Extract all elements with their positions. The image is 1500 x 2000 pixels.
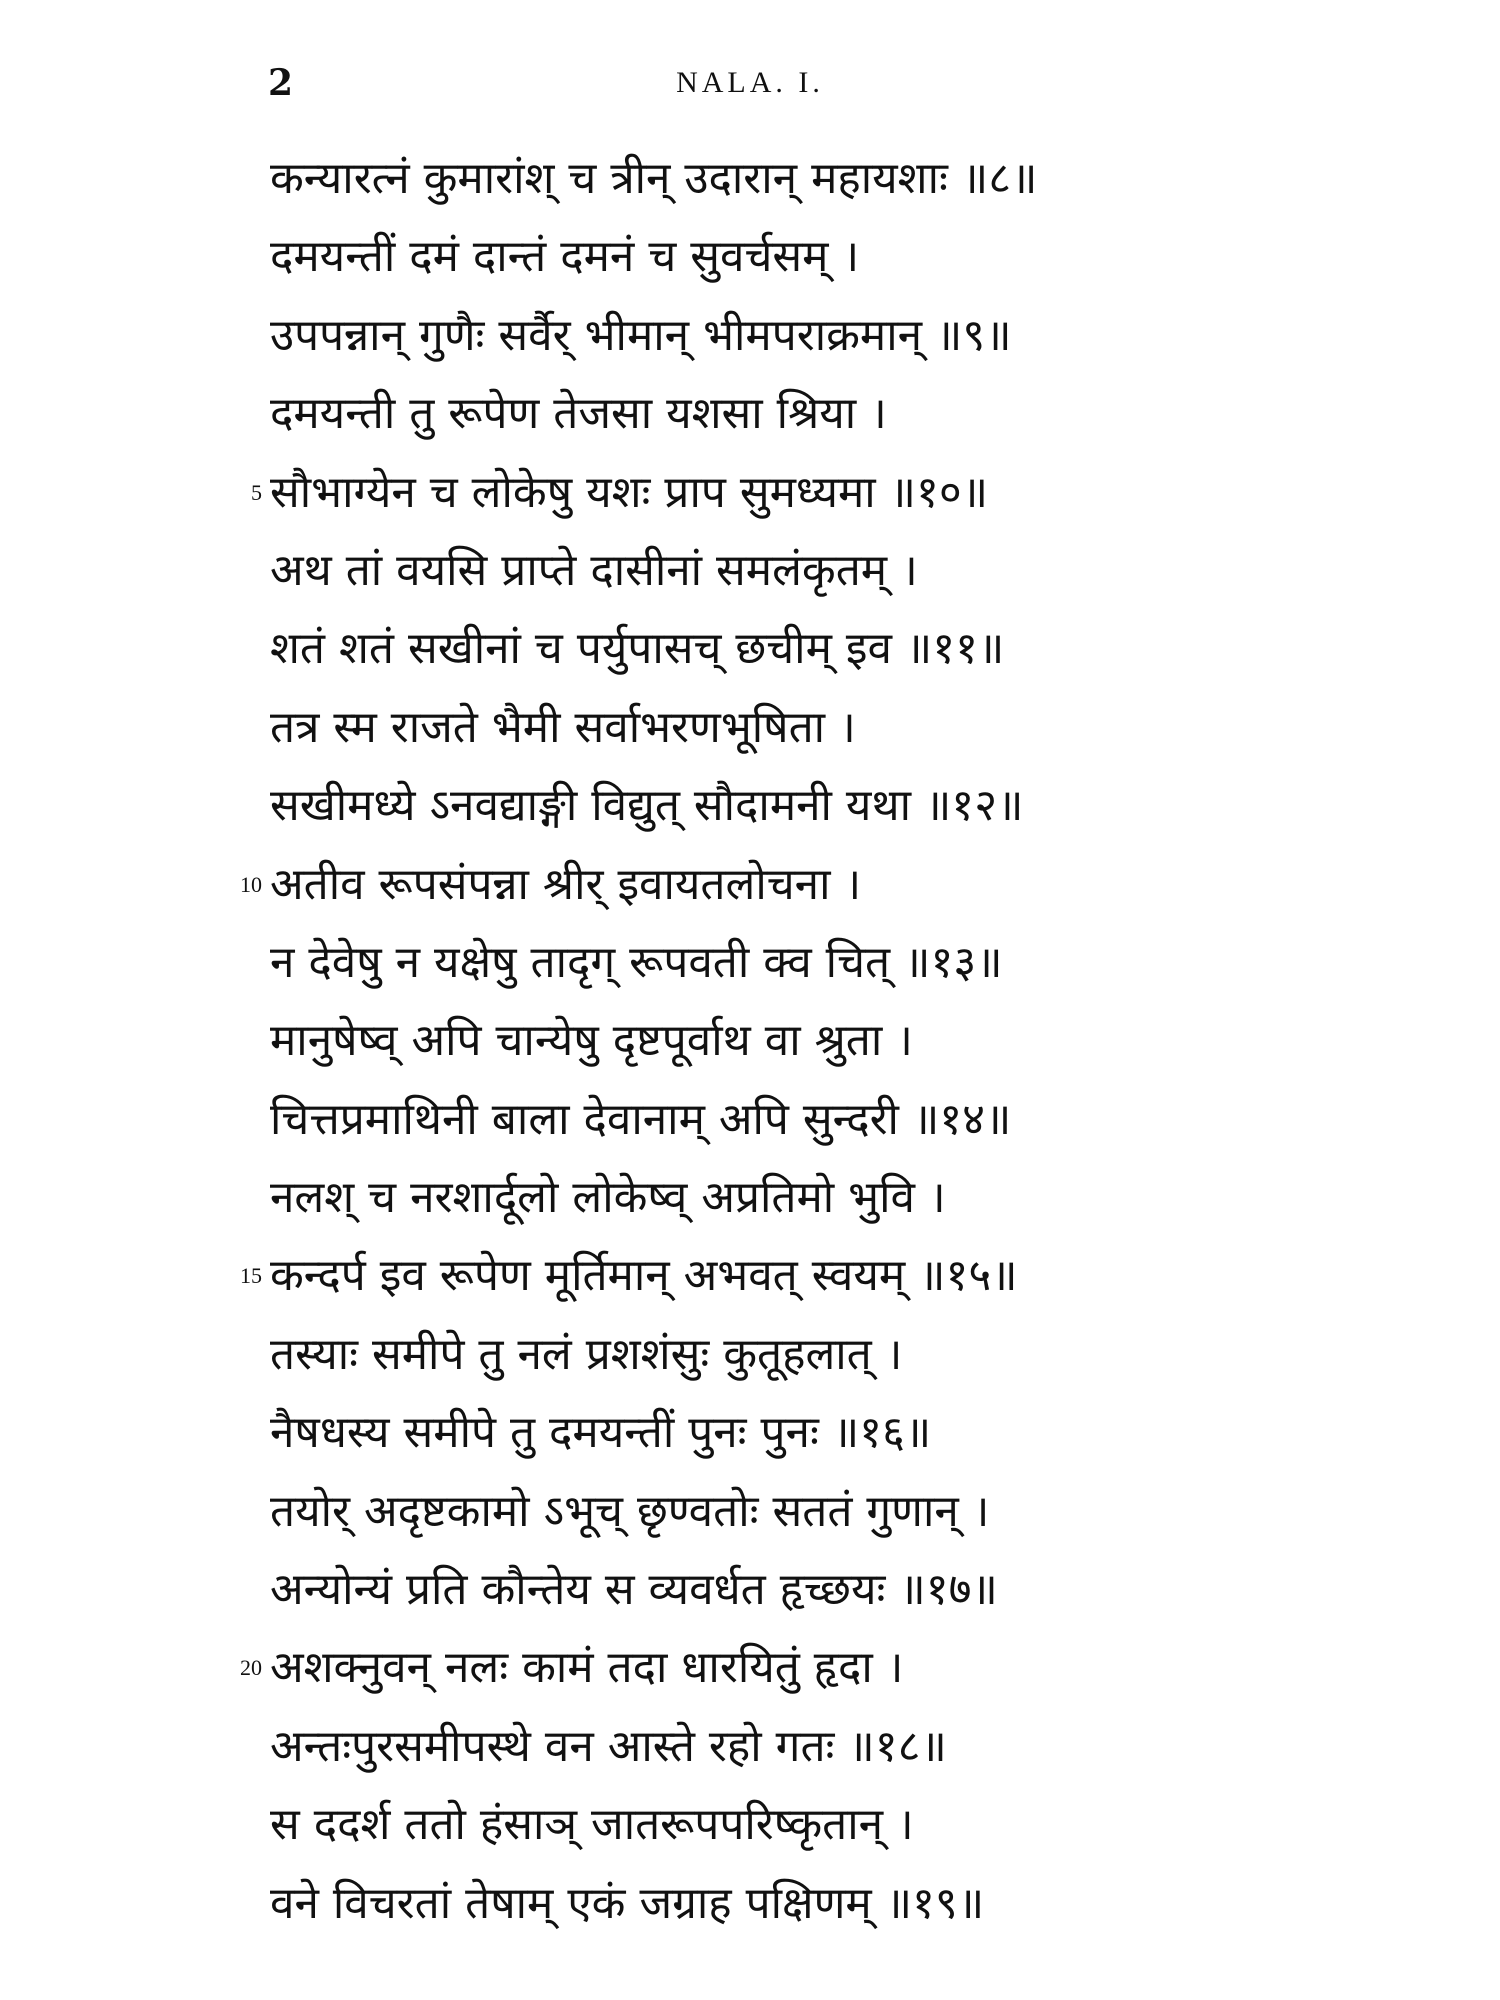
verse-text: सखीमध्ये ऽनवद्याङ्गी विद्युत् सौदामनी यथा ॥१२॥ [270, 780, 1024, 832]
verse-text: नैषधस्य समीपे तु दमयन्तीं पुनः पुनः ॥१६॥ [270, 1407, 932, 1459]
verse-line [270, 1394, 1470, 1472]
running-title: NALA. I. [676, 66, 824, 99]
verse-line [240, 846, 1470, 924]
verse-text: तत्र स्म राजते भैमी सर्वाभरणभूषिता । [270, 701, 856, 753]
line-number: 5 [251, 479, 262, 505]
verse-line [251, 454, 1470, 532]
verse-line [270, 1002, 1470, 1080]
verse-line [270, 1865, 1470, 1943]
verse-text: उपपन्नान् गुणैः सर्वैर् भीमान् भीमपराक्रमान् ॥९॥ [270, 309, 1012, 361]
verse-line [270, 1081, 1470, 1159]
verse-line [270, 610, 1470, 688]
verse-text: वने विचरतां तेषाम् एकं जग्राह पक्षिणम् ॥१९॥ [270, 1877, 985, 1929]
verse-line [270, 375, 1470, 453]
verse-text: चित्तप्रमाथिनी बाला देवानाम् अपि सुन्दरी ॥१४॥ [270, 1093, 1012, 1145]
verse-text: अथ तां वयसि प्राप्ते दासीनां समलंकृतम् । [270, 544, 918, 596]
line-number: 15 [240, 1263, 262, 1289]
verse-line [270, 1786, 1470, 1864]
verse-line [270, 1708, 1470, 1786]
verse-line [270, 297, 1470, 375]
verse-block [240, 140, 1470, 1943]
verse-line [270, 689, 1470, 767]
verse-text: दमयन्ती तु रूपेण तेजसा यशसा श्रिया । [270, 388, 887, 440]
verse-line [270, 218, 1470, 296]
verse-line [270, 767, 1470, 845]
verse-text: अन्योन्यं प्रति कौन्तेय स व्यवर्धत हृच्छयः ॥१७॥ [270, 1564, 998, 1616]
verse-text: सौभाग्येन च लोकेषु यशः प्राप सुमध्यमा ॥१०॥ [270, 466, 989, 518]
line-number: 20 [240, 1655, 262, 1681]
verse-line [270, 1159, 1470, 1237]
verse-text: तस्याः समीपे तु नलं प्रशशंसुः कुतूहलात् । [270, 1328, 903, 1380]
verse-text: स ददर्श ततो हंसाञ् जातरूपपरिष्कृतान् । [270, 1799, 914, 1851]
verse-text: तयोर् अदृष्टकामो ऽभूच् छृण्वतोः सततं गुणान् । [270, 1485, 990, 1537]
verse-line [270, 1551, 1470, 1629]
page-number: 2 [268, 62, 294, 104]
verse-text: कन्यारत्नं कुमारांश् च त्रीन् उदारान् महायशाः ॥८॥ [270, 153, 1038, 204]
verse-text: अतीव रूपसंपन्ना श्रीर् इवायतलोचना । [270, 858, 862, 910]
verse-line [270, 1473, 1470, 1551]
verse-line [270, 532, 1470, 610]
verse-text: नलश् च नरशार्दूलो लोकेष्व् अप्रतिमो भुवि । [270, 1172, 946, 1224]
verse-text: मानुषेष्व् अपि चान्येषु दृष्टपूर्वाथ वा श्रुता । [270, 1015, 913, 1067]
verse-line [240, 1629, 1470, 1707]
verse-text: कन्दर्प इव रूपेण मूर्तिमान् अभवत् स्वयम् ॥१५॥ [270, 1250, 1018, 1302]
verse-text: दमयन्तीं दमं दान्तं दमनं च सुवर्चसम् । [270, 231, 860, 283]
verse-text: अशक्नुवन् नलः कामं तदा धारयितुं हृदा । [270, 1642, 904, 1694]
verse-line [270, 140, 1470, 218]
verse-text: शतं शतं सखीनां च पर्युपासच् छचीम् इव ॥११॥ [270, 623, 1005, 675]
verse-line [240, 1237, 1470, 1315]
verse-text: न देवेषु न यक्षेषु तादृग् रूपवती क्व चित् ॥१३॥ [270, 936, 1003, 988]
line-number: 10 [240, 871, 262, 897]
verse-line [270, 1316, 1470, 1394]
verse-text: अन्तःपुरसमीपस्थे वन आस्ते रहो गतः ॥१८॥ [270, 1720, 947, 1772]
verse-line [270, 924, 1470, 1002]
